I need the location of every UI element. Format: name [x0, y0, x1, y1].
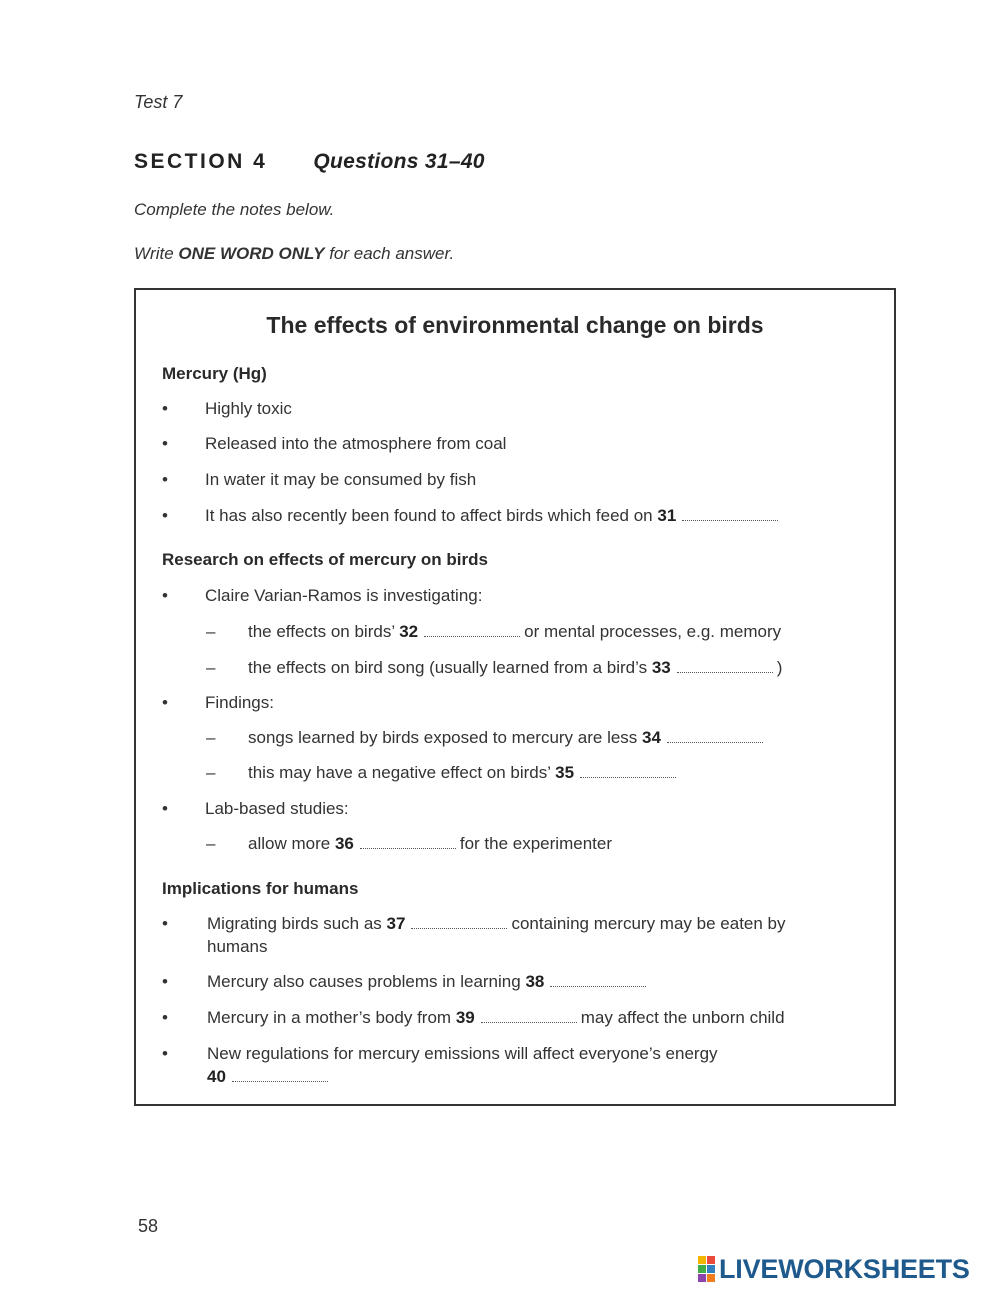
mercury-bullet-2: Released into the atmosphere from coal: [205, 434, 507, 453]
bullet-icon: •: [162, 972, 168, 991]
bullet-icon: •: [162, 1008, 168, 1027]
section-heading: [134, 150, 485, 174]
page-number: 58: [138, 1216, 159, 1236]
section-label: SECTION 4: [134, 150, 268, 173]
instruction-emphasis: ONE WORD ONLY: [178, 244, 325, 263]
question-number-33: 33: [651, 658, 671, 677]
research-dash-2: the effects on bird song (usually learned from a bird’s 33 ): [248, 658, 783, 677]
question-number-31: 31: [657, 506, 677, 525]
bullet-icon: •: [162, 586, 168, 605]
research-bullet-1: Claire Varian-Ramos is investigating:: [205, 586, 483, 605]
answer-gap-37[interactable]: [411, 914, 507, 929]
research-bullet-2: Findings:: [205, 693, 274, 712]
research-dash-5: allow more 36 for the experimenter: [248, 834, 612, 853]
questions-label: Questions 31–40: [313, 150, 485, 173]
dash-icon: –: [206, 622, 216, 641]
mercury-bullet-4: It has also recently been found to affect birds which feed on 31: [205, 505, 782, 527]
question-number-35: 35: [555, 763, 575, 782]
implications-bullet-3: Mercury in a mother’s body from 39 may affect the unborn child: [207, 1008, 785, 1027]
dash-icon: –: [206, 728, 216, 747]
question-number-38: 38: [525, 972, 545, 991]
bullet-icon: •: [162, 914, 168, 933]
liveworksheets-grid-icon: [698, 1256, 715, 1282]
bullet-icon: •: [162, 799, 168, 818]
answer-gap-36[interactable]: [360, 834, 456, 849]
question-number-40: 40: [207, 1067, 226, 1086]
research-dash-3: songs learned by birds exposed to mercury are less 34: [248, 727, 767, 749]
bullet-icon: •: [162, 470, 168, 489]
answer-gap-40[interactable]: [232, 1067, 328, 1082]
dash-icon: –: [206, 763, 216, 782]
dash-icon: –: [206, 658, 216, 677]
mercury-heading: Mercury (Hg): [162, 364, 267, 383]
research-heading: Research on effects of mercury on birds: [162, 550, 488, 569]
research-dash-1: the effects on birds’ 32 or mental processes, e.g. memory: [248, 622, 782, 641]
notes-title: The effects of environmental change on birds: [266, 312, 764, 338]
answer-gap-39[interactable]: [481, 1008, 577, 1023]
bullet-icon: •: [162, 399, 168, 418]
bullet-icon: •: [162, 434, 168, 453]
liveworksheets-wordmark: LIVEWORKSHEETS: [719, 1253, 970, 1284]
answer-gap-32[interactable]: [424, 622, 520, 637]
implications-bullet-4: New regulations for mercury emissions will affect everyone’s energy: [207, 1044, 718, 1063]
research-bullet-3: Lab-based studies:: [205, 799, 349, 818]
dash-icon: –: [206, 834, 216, 853]
answer-gap-33[interactable]: [677, 658, 773, 673]
question-number-39: 39: [455, 1008, 475, 1027]
mercury-bullet-3: In water it may be consumed by fish: [205, 470, 477, 489]
answer-gap-34[interactable]: [667, 728, 763, 743]
implications-bullet-1: Migrating birds such as 37 containing mercury may be eaten by: [207, 914, 786, 933]
answer-gap-31[interactable]: [682, 506, 778, 521]
answer-gap-35[interactable]: [580, 763, 676, 778]
implications-bullet-1-cont: humans: [207, 937, 268, 956]
mercury-bullet-1: Highly toxic: [205, 399, 292, 418]
bullet-icon: •: [162, 506, 168, 525]
question-number-36: 36: [334, 834, 354, 853]
answer-gap-38[interactable]: [550, 972, 646, 987]
question-number-37: 37: [386, 914, 406, 933]
implications-heading: Implications for humans: [162, 879, 359, 898]
question-number-32: 32: [399, 622, 419, 641]
test-label: Test 7: [134, 92, 183, 112]
implications-bullet-2: Mercury also causes problems in learning 38: [207, 971, 650, 993]
liveworksheets-logo[interactable]: [698, 1254, 970, 1284]
bullet-icon: •: [162, 1044, 168, 1063]
question-number-34: 34: [642, 728, 661, 747]
instruction-write: Write ONE WORD ONLY for each answer.: [134, 244, 455, 263]
implications-bullet-4-cont: [207, 1066, 332, 1088]
bullet-icon: •: [162, 693, 168, 712]
research-dash-4: this may have a negative effect on birds’ 35: [248, 762, 680, 784]
instruction-complete: Complete the notes below.: [134, 200, 335, 219]
notes-box: [134, 288, 896, 1106]
